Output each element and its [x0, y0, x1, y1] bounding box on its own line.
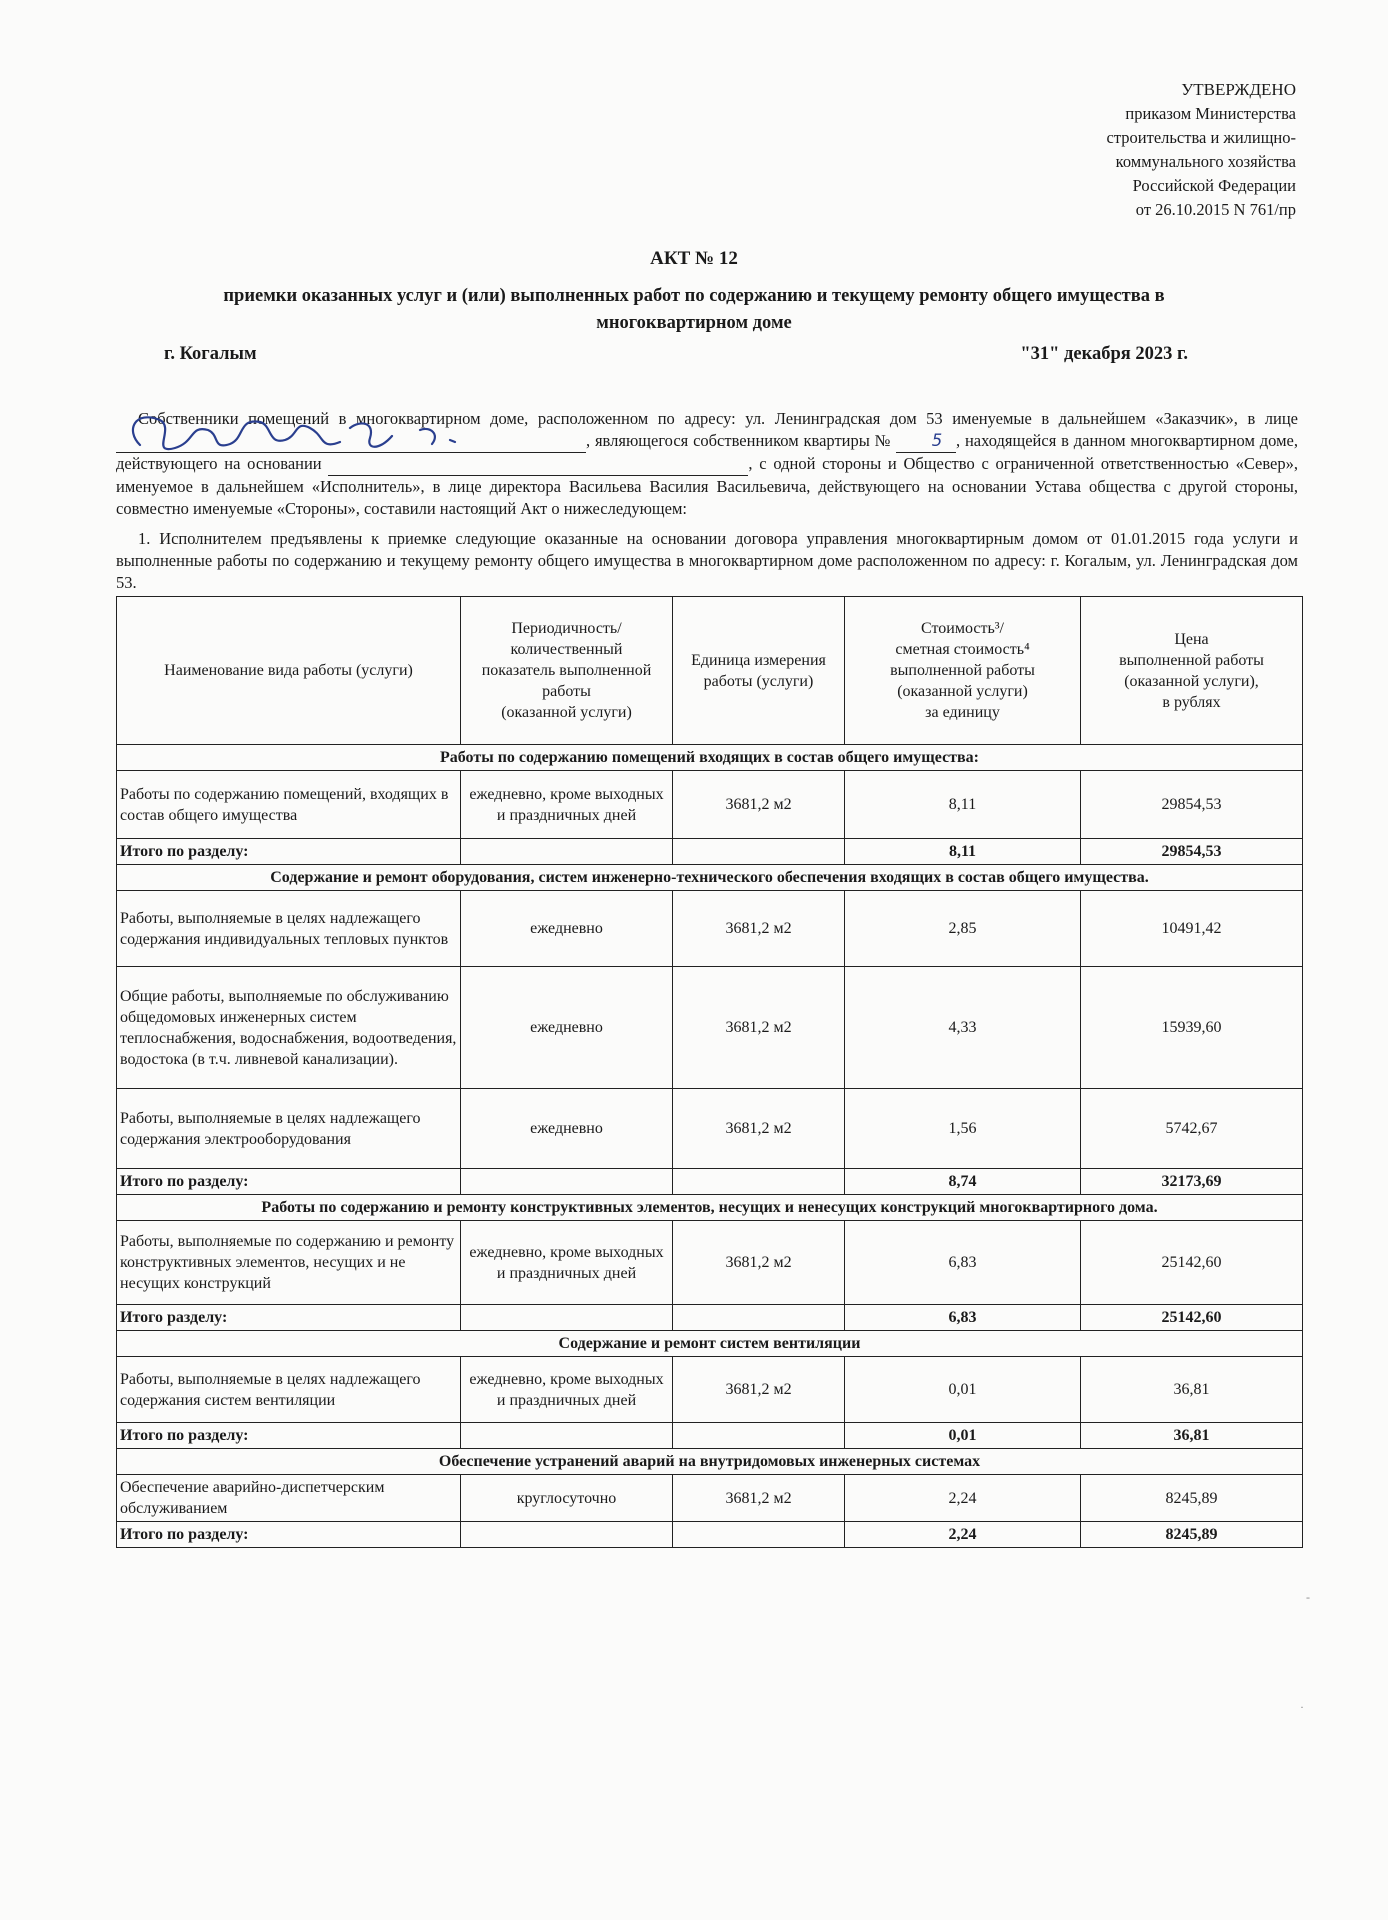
- section-total-row: [117, 1305, 1303, 1331]
- header-cost: Стоимость³/ сметная стоимость⁴ выполненной работы (оказанной услуги) за единицу: [845, 597, 1081, 745]
- cell-cost: 2,85: [845, 891, 1081, 967]
- cell-price: 29854,53: [1081, 771, 1303, 839]
- table-row: [117, 1357, 1303, 1423]
- cell-unit: 3681,2 м2: [673, 1357, 845, 1423]
- cell-periodicity: ежедневно: [461, 967, 673, 1089]
- table-row: [117, 891, 1303, 967]
- cell-price: 25142,60: [1081, 1221, 1303, 1305]
- cell-unit: 3681,2 м2: [673, 1475, 845, 1522]
- header-name: Наименование вида работы (услуги): [117, 597, 461, 745]
- clause-1: 1. Исполнителем предъявлены к приемке следующие оказанные на основании договора управления многоквартирным домом от 01.01.2015 года услуги и выполненные работы по содержанию и текущему ремонту общего имущества в многоквартирном доме расположенном по адресу: г. Когалым, ул. Ленинградская дом 53.: [116, 529, 1298, 592]
- table-row: [117, 771, 1303, 839]
- cell-cost: 8,11: [845, 771, 1081, 839]
- intro-text-1: Собственники помещений в многоквартирном доме, расположенном по адресу: ул. Ленинградская дом 53 именуемые в дальнейшем «Заказчик», в лице: [138, 409, 1298, 428]
- total-cost: 6,83: [845, 1305, 1081, 1331]
- table-row: [117, 967, 1303, 1089]
- approval-line: приказом Министерства: [1125, 104, 1296, 123]
- section-title: Работы по содержанию и ремонту конструктивных элементов, несущих и ненесущих конструкций многоквартирного дома.: [117, 1195, 1303, 1221]
- total-price: 25142,60: [1081, 1305, 1303, 1331]
- header-price: Цена выполненной работы (оказанной услуги), в рублях: [1081, 597, 1303, 745]
- section-title-row: [117, 1449, 1303, 1475]
- cell-unit: 3681,2 м2: [673, 771, 845, 839]
- cell-name: Работы по содержанию помещений, входящих в состав общего имущества: [117, 771, 461, 839]
- total-label: Итого по разделу:: [117, 839, 461, 865]
- section-total-row: [117, 1169, 1303, 1195]
- section-title-row: [117, 865, 1303, 891]
- section-total-row: [117, 1522, 1303, 1548]
- total-cost: 8,11: [845, 839, 1081, 865]
- section-title-row: [117, 1331, 1303, 1357]
- total-price: 36,81: [1081, 1423, 1303, 1449]
- cell-periodicity: ежедневно, кроме выходных и праздничных дней: [461, 1221, 673, 1305]
- cell-name: Обеспечение аварийно-диспетчерским обслуживанием: [117, 1475, 461, 1522]
- cell-name: Работы, выполняемые в целях надлежащего содержания электрооборудования: [117, 1089, 461, 1169]
- total-label: Итого по разделу:: [117, 1423, 461, 1449]
- approval-line: Российской Федерации: [1132, 176, 1296, 195]
- total-price: 29854,53: [1081, 839, 1303, 865]
- total-price: 8245,89: [1081, 1522, 1303, 1548]
- section-title: Содержание и ремонт оборудования, систем инженерно-технического обеспечения входящих в состав общего имущества.: [117, 865, 1303, 891]
- cell-unit: 3681,2 м2: [673, 967, 845, 1089]
- act-number: АКТ № 12: [650, 248, 738, 269]
- cell-unit: 3681,2 м2: [673, 891, 845, 967]
- total-price: 32173,69: [1081, 1169, 1303, 1195]
- section-total-row: [117, 1423, 1303, 1449]
- cell-price: 8245,89: [1081, 1475, 1303, 1522]
- cell-periodicity: ежедневно, кроме выходных и праздничных дней: [461, 771, 673, 839]
- apartment-number: 5: [896, 430, 956, 453]
- total-cost: 0,01: [845, 1423, 1081, 1449]
- cell-periodicity: ежедневно, кроме выходных и праздничных дней: [461, 1357, 673, 1423]
- basis-blank: [328, 453, 748, 476]
- approval-line: строительства и жилищно-: [1106, 128, 1296, 147]
- cell-cost: 4,33: [845, 967, 1081, 1089]
- table-row: [117, 1475, 1303, 1522]
- works-table: [116, 596, 1303, 1548]
- total-cost: 8,74: [845, 1169, 1081, 1195]
- cell-cost: 6,83: [845, 1221, 1081, 1305]
- cell-price: 15939,60: [1081, 967, 1303, 1089]
- approval-stamp-block: [1036, 78, 1296, 222]
- cell-name: Работы, выполняемые в целях надлежащего содержания систем вентиляции: [117, 1357, 461, 1423]
- cell-price: 36,81: [1081, 1357, 1303, 1423]
- intro-text-4: , с одной стороны и Общество с ограниченной ответственностью «Север», именуемое в дальнейшем «Исполнитель», в лице директора Васильева Василия Васильевича, действующего на основании Устава общества с другой стороны, совместно именуемые «Стороны», составили настоящий Акт о нижеследующем:: [116, 454, 1298, 518]
- section-title: Обеспечение устранений аварий на внутридомовых инженерных системах: [117, 1449, 1303, 1475]
- cell-name: Работы, выполняемые по содержанию и ремонту конструктивных элементов, несущих и не несущих конструкций: [117, 1221, 461, 1305]
- cell-periodicity: ежедневно: [461, 1089, 673, 1169]
- scan-mark: ·: [1300, 1700, 1304, 1714]
- cell-price: 10491,42: [1081, 891, 1303, 967]
- cell-periodicity: ежедневно: [461, 891, 673, 967]
- act-title: приемки оказанных услуг и (или) выполненных работ по содержанию и текущему ремонту общего имущества в многоквартирном доме: [223, 286, 1165, 333]
- cell-name: Общие работы, выполняемые по обслуживанию общедомовых инженерных систем теплоснабжения, водоснабжения, водоотведения, водостока (в т.ч. ливневой канализации).: [117, 967, 461, 1089]
- cell-cost: 2,24: [845, 1475, 1081, 1522]
- approval-line: от 26.10.2015 N 761/пр: [1135, 200, 1296, 219]
- header-unit: Единица измерения работы (услуги): [673, 597, 845, 745]
- cell-periodicity: круглосуточно: [461, 1475, 673, 1522]
- approval-heading: УТВЕРЖДЕНО: [1181, 80, 1296, 99]
- scan-mark: -: [1306, 1590, 1310, 1604]
- act-date: "31" декабря 2023 г.: [1020, 344, 1188, 364]
- intro-paragraph: [116, 408, 1298, 520]
- representative-blank: [116, 430, 586, 453]
- total-cost: 2,24: [845, 1522, 1081, 1548]
- total-label: Итого по разделу:: [117, 1522, 461, 1548]
- cell-cost: 0,01: [845, 1357, 1081, 1423]
- total-label: Итого по разделу:: [117, 1169, 461, 1195]
- cell-unit: 3681,2 м2: [673, 1089, 845, 1169]
- table-header-row: [117, 597, 1303, 745]
- table-row: [117, 1089, 1303, 1169]
- cell-unit: 3681,2 м2: [673, 1221, 845, 1305]
- section-total-row: [117, 839, 1303, 865]
- section-title: Работы по содержанию помещений входящих в состав общего имущества:: [117, 745, 1303, 771]
- act-city: г. Когалым: [164, 344, 257, 364]
- cell-name: Работы, выполняемые в целях надлежащего содержания индивидуальных тепловых пунктов: [117, 891, 461, 967]
- total-label: Итого разделу:: [117, 1305, 461, 1331]
- header-periodicity: Периодичность/ количественный показатель выполненной работы (оказанной услуги): [461, 597, 673, 745]
- intro-text-3: , находящейся в данном многоквартирном доме, действующего на основании: [116, 431, 1299, 473]
- section-title: Содержание и ремонт систем вентиляции: [117, 1331, 1303, 1357]
- section-title-row: [117, 745, 1303, 771]
- approval-line: коммунального хозяйства: [1115, 152, 1296, 171]
- intro-text-2: , являющегося собственником квартиры №: [586, 431, 892, 450]
- table-row: [117, 1221, 1303, 1305]
- section-title-row: [117, 1195, 1303, 1221]
- cell-price: 5742,67: [1081, 1089, 1303, 1169]
- cell-cost: 1,56: [845, 1089, 1081, 1169]
